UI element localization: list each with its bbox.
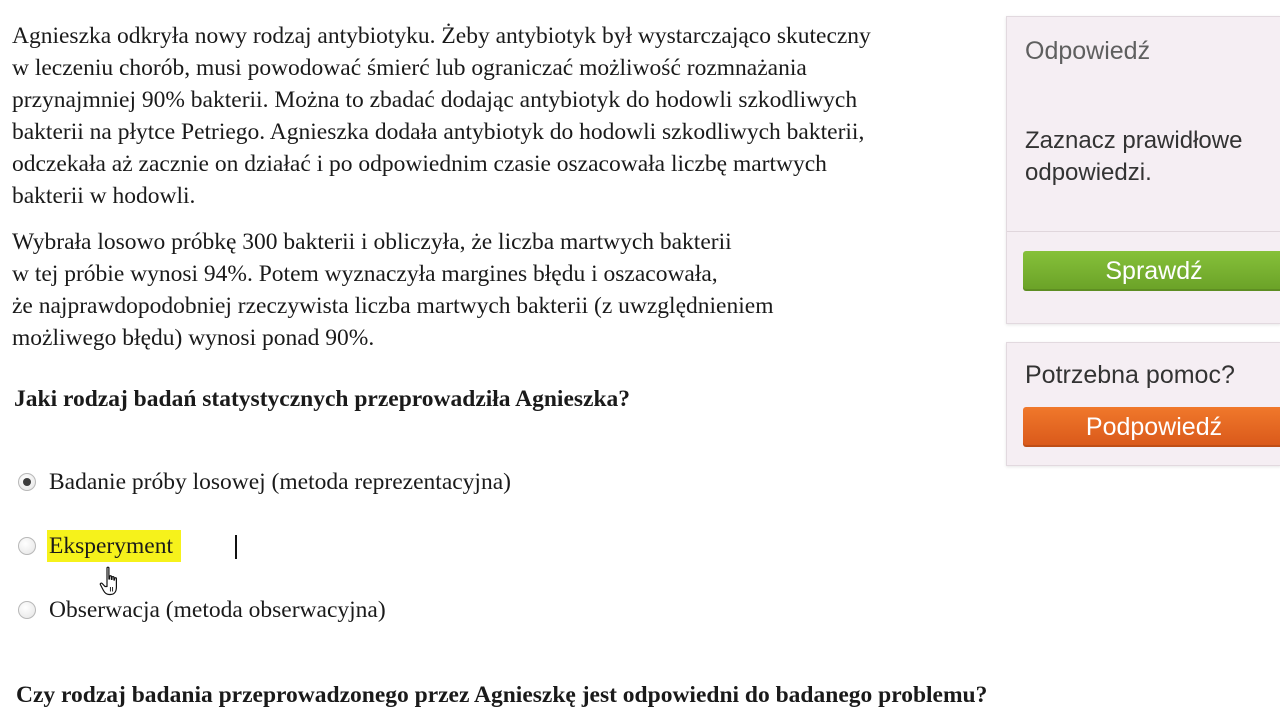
answer-panel — [1006, 16, 1280, 324]
question-1: Jaki rodzaj badań statystycznych przeprowadziła Agnieszka? — [14, 386, 631, 412]
hint-button[interactable]: Podpowiedź — [1023, 407, 1280, 447]
choice-experiment[interactable] — [18, 530, 181, 562]
radio-button[interactable] — [18, 601, 36, 619]
question-2: Czy rodzaj badania przeprowadzonego przez Agnieszkę jest odpowiedni do badanego problemu? — [16, 682, 988, 708]
problem-paragraph-1: Agnieszka odkryła nowy rodzaj antybiotyku. Żeby antybiotyk był wystarczająco skuteczny w leczeniu chorób, musi powodować śmierć lub ograniczać możliwość rozmnażania przynajmniej 90% bakterii. Można to zbadać dodając antybiotyk do hodowli szkodliwych bakterii na płytce Petriego. Agnieszka dodała antybiotyk do hodowli szkodliwych bakterii, odczekała aż zacznie on działać i po odpowiednim czasie oszacowała liczbę martwych bakterii w hodowli. — [12, 23, 871, 209]
problem-paragraph-2: Wybrała losowo próbkę 300 bakterii i obliczyła, że liczba martwych bakterii w tej próbie wynosi 94%. Potem wyznaczyła margines błędu i oszacowała, że najprawdopodobniej rzeczywista liczba martwych bakterii (z uwzględnieniem możliwego błędu) wynosi ponad 90%. — [12, 229, 774, 351]
choice-random-sample[interactable] — [18, 466, 517, 498]
answer-panel-title: Odpowiedź — [1025, 37, 1151, 65]
choice-observation[interactable] — [18, 594, 392, 626]
text-cursor — [235, 535, 237, 559]
answer-instruction: Zaznacz prawidłowe odpowiedzi. — [1025, 127, 1243, 186]
panel-divider — [1007, 231, 1280, 232]
choice-label: Obserwacja (metoda obserwacyjna) — [49, 597, 386, 623]
choice-label: Badanie próby losowej (metoda reprezentacyjna) — [49, 469, 511, 495]
choice-label-highlighted: Eksperyment — [47, 530, 181, 562]
check-answer-button[interactable]: Sprawdź — [1023, 251, 1280, 291]
help-panel — [1006, 342, 1280, 466]
radio-button[interactable] — [18, 537, 36, 555]
problem-statement — [12, 20, 1002, 354]
radio-button-selected[interactable] — [18, 473, 36, 491]
help-panel-title: Potrzebna pomoc? — [1025, 361, 1235, 389]
